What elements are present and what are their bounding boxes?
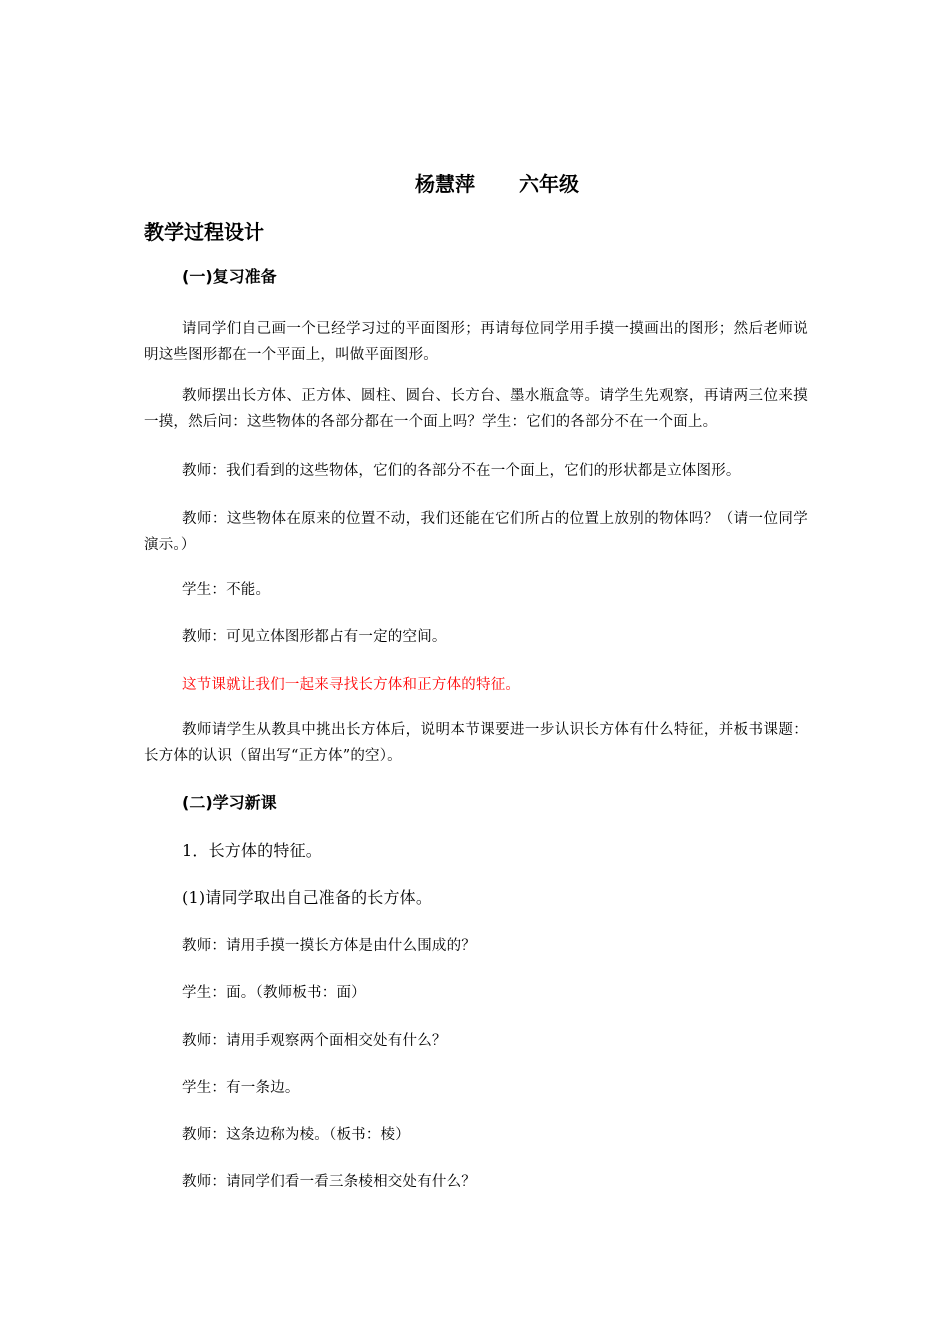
paragraph: 教师：这些物体在原来的位置不动，我们还能在它们所占的位置上放别的物体吗？（请一位同学演示。） — [144, 511, 808, 553]
author-name: 杨慧萍 — [415, 172, 475, 196]
highlighted-paragraph: 这节课就让我们一起来寻找长方体和正方体的特征。 — [182, 677, 521, 693]
paragraph: 学生：不能。 — [182, 582, 271, 598]
section-heading-review: (一)复习准备 — [182, 267, 277, 286]
paragraph: 教师：请用手摸一摸长方体是由什么围成的？ — [182, 938, 476, 954]
author-header — [0, 170, 950, 198]
paragraph: 教师：请同学们看一看三条棱相交处有什么？ — [182, 1174, 476, 1190]
paragraph: 教师摆出长方体、正方体、圆柱、圆台、长方台、墨水瓶盒等。请学生先观察，再请两三位来摸一摸，然后问：这些物体的各部分都在一个面上吗？学生：它们的各部分不在一个面上。 — [144, 388, 808, 430]
grade-label: 六年级 — [519, 172, 579, 196]
paragraph: 请同学们自己画一个已经学习过的平面图形；再请每位同学用手摸一摸画出的图形；然后老师说明这些图形都在一个平面上，叫做平面图形。 — [144, 321, 808, 363]
section-heading-new-lesson: (二)学习新课 — [182, 793, 277, 812]
page-title: 教学过程设计 — [144, 220, 264, 244]
paragraph: 学生：面。（教师板书：面） — [182, 985, 366, 1001]
paragraph: 学生：有一条边。 — [182, 1080, 300, 1096]
paragraph: 教师：这条边称为棱。（板书：棱） — [182, 1127, 410, 1143]
paragraph: 教师：我们看到的这些物体，它们的各部分不在一个面上，它们的形状都是立体图形。 — [182, 463, 741, 479]
paragraph: 1．长方体的特征。 — [182, 841, 322, 860]
paragraph: 教师：可见立体图形都占有一定的空间。 — [182, 629, 447, 645]
paragraph: (1)请同学取出自己准备的长方体。 — [182, 888, 433, 907]
paragraph: 教师：请用手观察两个面相交处有什么？ — [182, 1033, 447, 1049]
paragraph: 教师请学生从教具中挑出长方体后，说明本节课要进一步认识长方体有什么特征，并板书课题：长方体的认识（留出写“正方体”的空）。 — [144, 722, 808, 764]
